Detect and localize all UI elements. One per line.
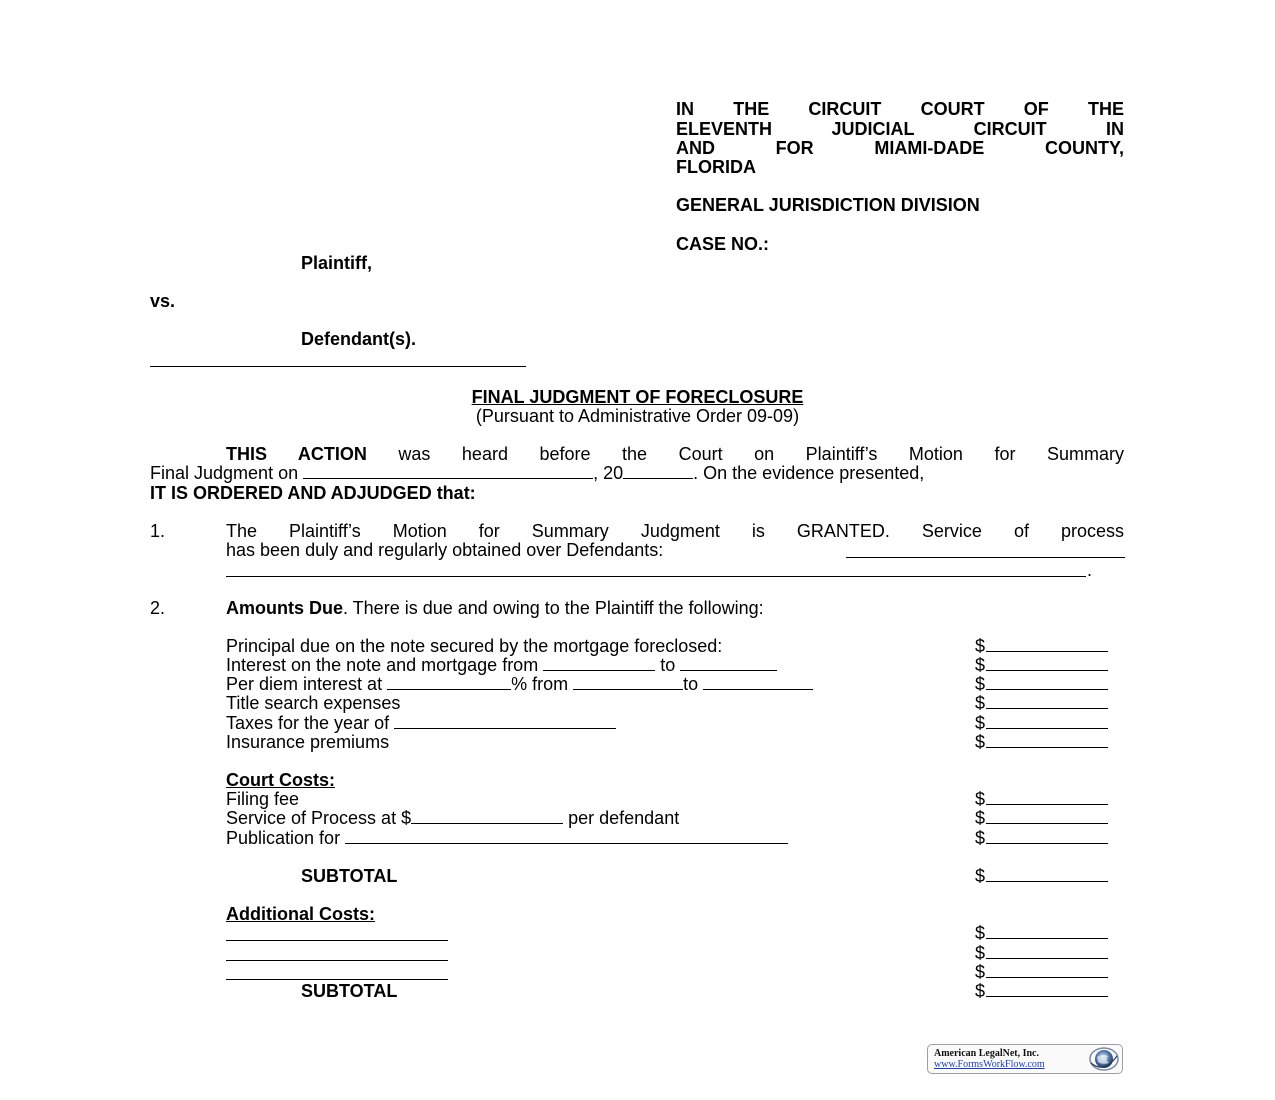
insurance-label: Insurance premiums: [226, 732, 390, 752]
court-costs-subtotal-amount[interactable]: [975, 866, 1108, 886]
hearing-year-blank[interactable]: [623, 463, 693, 479]
court-header-line-4: FLORIDA: [676, 157, 756, 177]
intro-line-2: [150, 463, 924, 483]
dollar-sign: $: [975, 655, 986, 675]
taxes-amount-blank[interactable]: [986, 713, 1108, 729]
court-header-line-1: IN THE CIRCUIT COURT OF THE: [676, 99, 1124, 119]
additional-costs-subtotal-label: SUBTOTAL: [301, 981, 398, 1001]
amounts-due-text: . There is due and owing to the Plaintiff the following:: [343, 598, 764, 618]
publication-amount[interactable]: [975, 828, 1108, 848]
court-costs-subtotal-label: SUBTOTAL: [301, 866, 398, 886]
case-number-label: CASE NO.:: [676, 234, 770, 254]
caption-divider-line: [150, 366, 526, 367]
taxes-label: Taxes for the year of: [226, 713, 390, 733]
principal-amount-blank[interactable]: [986, 636, 1108, 652]
document-title: FINAL JUDGMENT OF FORECLOSURE: [471, 387, 804, 407]
publication-blank[interactable]: [345, 828, 788, 844]
principal-amount[interactable]: [975, 636, 1108, 656]
dollar-sign: $: [975, 636, 986, 656]
insurance-amount-blank[interactable]: [986, 732, 1108, 748]
filing-fee-label: Filing fee: [226, 789, 300, 809]
dollar-sign: $: [975, 693, 986, 713]
item-2-line: [226, 598, 764, 618]
court-costs-subtotal-blank[interactable]: [986, 866, 1108, 882]
service-amount-blank[interactable]: [986, 808, 1108, 824]
service-line: [226, 808, 679, 828]
dollar-sign: $: [975, 866, 986, 886]
item-1-line-1: The Plaintiff’s Motion for Summary Judgment is GRANTED. Service of process: [226, 521, 1124, 541]
additional-cost-amount-3-blank[interactable]: [986, 962, 1108, 978]
hearing-date-blank[interactable]: [303, 463, 593, 479]
versus-label: vs.: [150, 291, 176, 311]
insurance-amount[interactable]: [975, 732, 1108, 752]
interest-from-blank[interactable]: [543, 655, 655, 671]
interest-to-label: to: [660, 655, 676, 675]
dollar-sign: $: [975, 923, 986, 943]
this-action-bold: THIS ACTION: [226, 444, 367, 464]
logo-url-link[interactable]: www.FormsWorkFlow.com: [934, 1059, 1045, 1070]
defendant-label: Defendant(s).: [301, 329, 417, 349]
dollar-sign: $: [975, 808, 986, 828]
per-diem-to-blank[interactable]: [703, 674, 813, 690]
per-diem-to-label: to: [683, 674, 699, 694]
item-1-period: .: [1087, 560, 1093, 580]
item-2-number: 2.: [150, 598, 166, 618]
defendants-blank-1[interactable]: [846, 557, 1125, 558]
dollar-sign: $: [975, 789, 986, 809]
per-diem-amount-blank[interactable]: [986, 674, 1108, 690]
dollar-sign: $: [975, 713, 986, 733]
amounts-due-bold: Amounts Due: [226, 598, 343, 618]
additional-cost-description-3[interactable]: [226, 979, 448, 980]
dollar-sign: $: [975, 732, 986, 752]
year-prefix: , 20: [593, 463, 624, 483]
dollar-sign: $: [975, 828, 986, 848]
additional-cost-description-1[interactable]: [226, 940, 448, 941]
service-label: Service of Process at $: [226, 808, 412, 828]
defendants-blank-2[interactable]: [226, 576, 1086, 577]
service-amount[interactable]: [975, 808, 1108, 828]
per-diem-amount[interactable]: [975, 674, 1108, 694]
per-diem-line: [226, 674, 813, 694]
dollar-sign: $: [975, 962, 986, 982]
document-subtitle: (Pursuant to Administrative Order 09-09): [475, 406, 800, 426]
additional-cost-amount-3[interactable]: [975, 962, 1108, 982]
taxes-line: [226, 713, 616, 733]
publication-line: [226, 828, 788, 848]
publication-amount-blank[interactable]: [986, 828, 1108, 844]
additional-cost-amount-2[interactable]: [975, 943, 1108, 963]
interest-amount[interactable]: [975, 655, 1108, 675]
additional-costs-subtotal-amount[interactable]: [975, 981, 1108, 1001]
court-costs-heading: Court Costs:: [226, 770, 335, 790]
interest-to-blank[interactable]: [680, 655, 777, 671]
per-defendant-label: per defendant: [568, 808, 680, 828]
filing-fee-amount-blank[interactable]: [986, 789, 1108, 805]
logo-company-name: American LegalNet, Inc.: [934, 1048, 1039, 1059]
evidence-presented-text: . On the evidence presented,: [693, 463, 925, 483]
taxes-year-blank[interactable]: [394, 713, 616, 729]
per-diem-label: Per diem interest at: [226, 674, 383, 694]
additional-costs-heading: Additional Costs:: [226, 904, 375, 924]
additional-cost-amount-1-blank[interactable]: [986, 923, 1108, 939]
per-diem-from-label: % from: [511, 674, 569, 694]
taxes-amount[interactable]: [975, 713, 1108, 733]
interest-label: Interest on the note and mortgage from: [226, 655, 539, 675]
ordered-adjudged-text: IT IS ORDERED AND ADJUDGED that:: [150, 483, 476, 503]
item-1-number: 1.: [150, 521, 166, 541]
additional-cost-amount-1[interactable]: [975, 923, 1108, 943]
interest-line: [226, 655, 777, 675]
division-label: GENERAL JURISDICTION DIVISION: [676, 195, 980, 215]
title-search-amount[interactable]: [975, 693, 1108, 713]
globe-icon: [1086, 1046, 1120, 1072]
per-diem-rate-blank[interactable]: [387, 674, 511, 690]
final-judgment-on-label: Final Judgment on: [150, 463, 299, 483]
title-search-label: Title search expenses: [226, 693, 401, 713]
additional-cost-description-2[interactable]: [226, 960, 448, 961]
filing-fee-amount[interactable]: [975, 789, 1108, 809]
court-header-line-3: AND FOR MIAMI-DADE COUNTY,: [676, 138, 1124, 158]
dollar-sign: $: [975, 981, 986, 1001]
principal-label: Principal due on the note secured by the mortgage foreclosed:: [226, 636, 723, 656]
per-diem-from-blank[interactable]: [573, 674, 683, 690]
item-1-line-2: has been duly and regularly obtained over Defendants:: [226, 540, 664, 560]
plaintiff-label: Plaintiff,: [301, 253, 372, 273]
service-rate-blank[interactable]: [411, 808, 563, 824]
intro-line-1-text: was heard before the Court on Plaintiff’s Motion for Summary: [398, 444, 1124, 464]
interest-amount-blank[interactable]: [986, 655, 1108, 671]
publication-label: Publication for: [226, 828, 341, 848]
court-header-line-2: ELEVENTH JUDICIAL CIRCUIT IN: [676, 119, 1124, 139]
dollar-sign: $: [975, 674, 986, 694]
dollar-sign: $: [975, 943, 986, 963]
intro-line-1: [226, 444, 1124, 464]
american-legalnet-logo[interactable]: [927, 1044, 1123, 1074]
title-search-amount-blank[interactable]: [986, 693, 1108, 709]
additional-cost-amount-2-blank[interactable]: [986, 943, 1108, 959]
additional-costs-subtotal-blank[interactable]: [986, 981, 1108, 997]
